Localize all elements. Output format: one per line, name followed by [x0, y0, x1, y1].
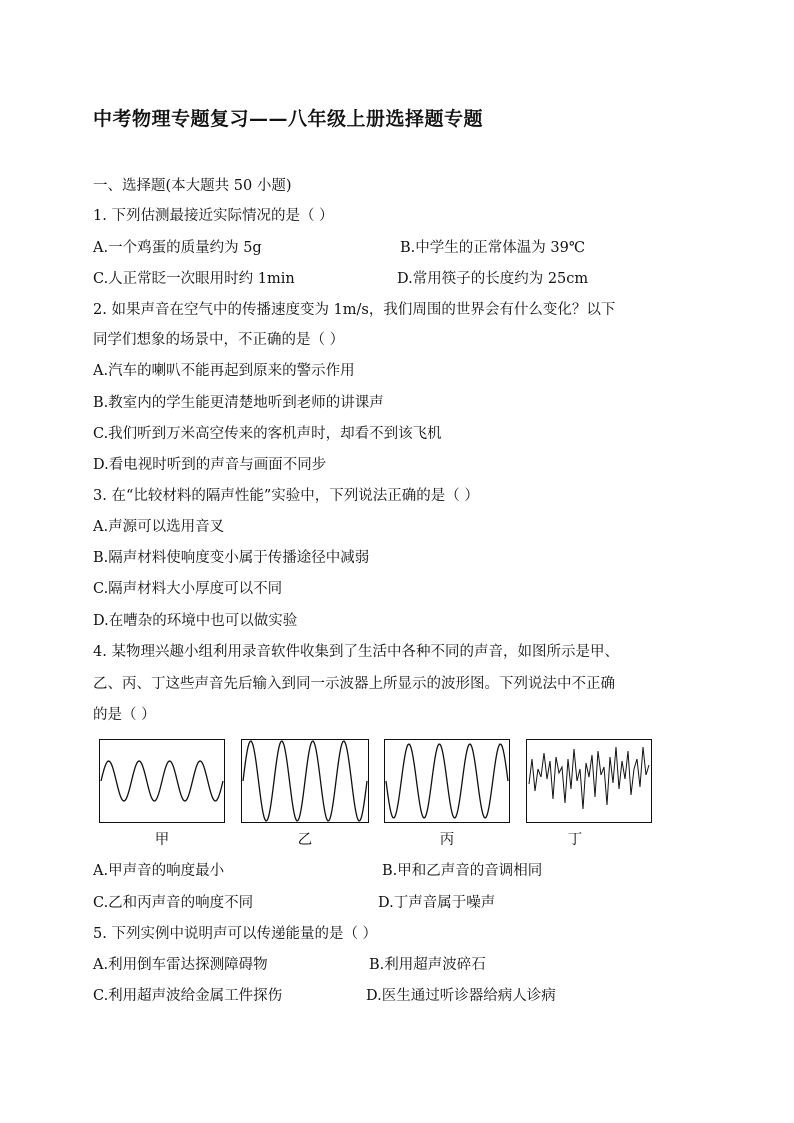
q3-option-c: C.隔声材料大小厚度可以不同: [93, 581, 283, 597]
q4-option-c: C.乙和丙声音的响度不同: [93, 895, 254, 911]
q3-stem: 3. 在“比较材料的隔声性能”实验中，下列说法正确的是（ ）: [93, 488, 479, 504]
q5-option-b: B.利用超声波碎石: [369, 957, 486, 973]
q4-stem-line1: 4. 某物理兴趣小组利用录音软件收集到了生活中各种不同的声音，如图所示是甲、: [93, 644, 619, 660]
q4-stem-line2: 乙、丙、丁这些声音先后输入到同一示波器上所显示的波形图。下列说法中不正确: [93, 676, 615, 692]
q3-option-b: B.隔声材料使响度变小属于传播途径中减弱: [93, 550, 370, 566]
q2-option-b: B.教室内的学生能更清楚地听到老师的讲课声: [93, 395, 384, 411]
q2-stem-line2: 同学们想象的场景中，不正确的是（ ）: [93, 332, 345, 348]
q4-option-d: D.丁声音属于噪声: [378, 895, 496, 911]
caption-ding: 丁: [567, 832, 583, 848]
q5-option-a: A.利用倒车雷达探测障碍物: [93, 957, 268, 973]
waveform-yi: [241, 739, 369, 823]
q2-option-c: C.我们听到万米高空传来的客机声时，却看不到该飞机: [93, 426, 442, 442]
waveform-ding: [526, 739, 652, 823]
q2-option-a: A.汽车的喇叭不能再起到原来的警示作用: [93, 363, 355, 379]
waveform-jia: [99, 739, 225, 823]
q5-option-c: C.利用超声波给金属工件探伤: [93, 988, 283, 1004]
caption-jia: 甲: [154, 832, 170, 848]
q5-stem: 5. 下列实例中说明声可以传递能量的是（ ）: [93, 926, 378, 942]
waveform-bing: [384, 739, 510, 823]
q1-option-a: A.一个鸡蛋的质量约为 5g: [93, 240, 262, 256]
q1-option-b: B.中学生的正常体温为 39℃: [400, 240, 586, 256]
q1-option-d: D.常用筷子的长度约为 25cm: [397, 271, 589, 287]
q4-stem-line3: 的是（ ）: [93, 707, 156, 723]
q5-option-d: D.医生通过听诊器给病人诊病: [366, 988, 556, 1004]
page-title: 中考物理专题复习——八年级上册选择题专题: [93, 108, 484, 130]
q4-option-b: B.甲和乙声音的音调相同: [382, 863, 543, 879]
q1-option-c: C.人正常眨一次眼用时约 1min: [93, 271, 295, 287]
q3-option-a: A.声源可以选用音叉: [93, 519, 225, 535]
caption-bing: 丙: [439, 832, 455, 848]
q2-stem-line1: 2. 如果声音在空气中的传播速度变为 1m/s，我们周围的世界会有什么变化？以下: [93, 302, 616, 318]
q4-option-a: A.甲声音的响度最小: [93, 863, 225, 879]
caption-yi: 乙: [297, 832, 313, 848]
q3-option-d: D.在嘈杂的环境中也可以做实验: [93, 613, 298, 629]
section-heading: 一、选择题(本大题共 50 小题): [93, 178, 292, 194]
q1-stem: 1. 下列估测最接近实际情况的是（ ）: [93, 208, 334, 224]
q2-option-d: D.看电视时听到的声音与画面不同步: [93, 457, 327, 473]
